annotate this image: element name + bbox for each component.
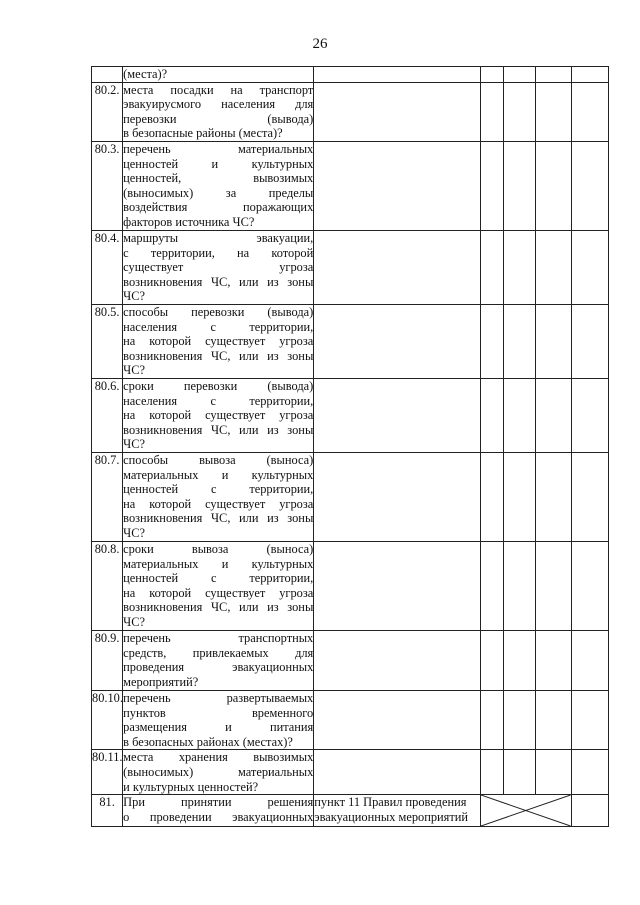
question-line: ЧС? <box>123 614 145 629</box>
answer-cell <box>504 750 535 795</box>
answer-cell <box>504 67 535 83</box>
crossed-out-cell <box>481 795 572 827</box>
answer-cell <box>571 82 608 141</box>
question-line: (выносимых) за пределы <box>123 185 314 200</box>
row-question <box>123 141 314 230</box>
row-reference <box>314 690 481 749</box>
question-line: возникновения ЧС, или из зоны <box>123 600 314 615</box>
question-line: ценностей, вывозимых <box>123 171 314 186</box>
answer-cell <box>535 630 571 690</box>
table-row <box>92 452 609 541</box>
question-line: сроки вывоза (выноса) <box>123 541 314 556</box>
answer-cell <box>535 452 571 541</box>
spacer-cell <box>481 690 504 749</box>
answer-cell <box>504 452 535 541</box>
answer-cell <box>535 541 571 630</box>
row-reference <box>314 230 481 304</box>
table-row <box>92 230 609 304</box>
answer-cell <box>571 378 608 452</box>
row-question <box>123 452 314 541</box>
question-line: места посадки на транспорт <box>123 82 314 97</box>
table-row <box>92 690 609 749</box>
question-line: возникновения ЧС, или из зоны <box>123 511 314 526</box>
question-line: пунктов временного <box>123 705 314 720</box>
row-question <box>123 230 314 304</box>
row-number: 80.2. <box>92 82 123 141</box>
question-line: с территории, на которой <box>123 245 314 260</box>
question-line: перечень транспортных <box>123 630 314 645</box>
question-line: на которой существует угроза <box>123 496 314 511</box>
row-reference <box>314 452 481 541</box>
answer-cell <box>535 690 571 749</box>
answer-cell <box>571 230 608 304</box>
row-question <box>123 67 314 83</box>
answer-cell <box>535 67 571 83</box>
spacer-cell <box>481 141 504 230</box>
row-question <box>123 541 314 630</box>
answer-cell <box>571 750 608 795</box>
question-line: перечень развертываемых <box>123 690 314 705</box>
row-number: 80.10. <box>92 690 123 749</box>
row-number: 80.7. <box>92 452 123 541</box>
row-question <box>123 795 314 827</box>
spacer-cell <box>481 378 504 452</box>
question-line: о проведении эвакуационных <box>123 809 314 824</box>
question-line: проведения эвакуационных <box>123 660 314 675</box>
question-line: мероприятий? <box>123 674 199 689</box>
table-row <box>92 795 609 827</box>
question-line: населения с территории, <box>123 393 314 408</box>
question-line: способы перевозки (вывода) <box>123 304 314 319</box>
cross-out-mark <box>481 795 571 826</box>
spacer-cell <box>481 67 504 83</box>
table-row <box>92 67 609 83</box>
answer-cell <box>504 304 535 378</box>
row-number: 80.9. <box>92 630 123 690</box>
checklist-table <box>91 66 609 827</box>
spacer-cell <box>481 304 504 378</box>
answer-cell <box>571 452 608 541</box>
question-line: размещения и питания <box>123 720 314 735</box>
spacer-cell <box>481 541 504 630</box>
row-question <box>123 82 314 141</box>
row-question <box>123 630 314 690</box>
row-reference <box>314 82 481 141</box>
answer-cell <box>535 750 571 795</box>
question-line: места хранения вывозимых <box>123 750 314 765</box>
question-line: ЧС? <box>123 437 145 452</box>
question-line: (выносимых) материальных <box>123 764 314 779</box>
page-number: 26 <box>312 36 328 52</box>
row-reference <box>314 378 481 452</box>
question-line: материальных и культурных <box>123 556 314 571</box>
spacer-cell <box>481 452 504 541</box>
row-reference <box>314 630 481 690</box>
reference-line: пункт 11 Правил проведения <box>314 795 467 810</box>
question-line: существует угроза <box>123 260 314 275</box>
question-line: материальных и культурных <box>123 467 314 482</box>
table-row <box>92 304 609 378</box>
row-question <box>123 378 314 452</box>
spacer-cell <box>481 750 504 795</box>
answer-cell <box>504 630 535 690</box>
answer-cell <box>571 541 608 630</box>
question-line: сроки перевозки (вывода) <box>123 378 314 393</box>
question-line: средств, привлекаемых для <box>123 645 314 660</box>
row-reference <box>314 795 481 827</box>
question-line: перевозки (вывода) <box>123 111 314 126</box>
answer-cell <box>504 82 535 141</box>
question-line: (места)? <box>123 67 168 81</box>
answer-cell <box>571 630 608 690</box>
row-reference <box>314 304 481 378</box>
table-row <box>92 141 609 230</box>
table-row <box>92 541 609 630</box>
question-line: ценностей с территории, <box>123 571 314 586</box>
answer-cell <box>571 795 608 827</box>
question-line: на которой существует угроза <box>123 334 314 349</box>
answer-cell <box>571 690 608 749</box>
row-reference <box>314 141 481 230</box>
question-line: на которой существует угроза <box>123 585 314 600</box>
answer-cell <box>571 141 608 230</box>
question-line: факторов источника ЧС? <box>123 214 255 229</box>
answer-cell <box>535 304 571 378</box>
table-row <box>92 378 609 452</box>
spacer-cell <box>481 82 504 141</box>
question-line: маршруты эвакуации, <box>123 230 314 245</box>
question-line: в безопасные районы (места)? <box>123 126 283 141</box>
row-number: 80.11. <box>92 750 123 795</box>
row-number: 80.8. <box>92 541 123 630</box>
question-line: ценностей с территории, <box>123 482 314 497</box>
answer-cell <box>535 141 571 230</box>
table-row <box>92 82 609 141</box>
question-line: ЧС? <box>123 525 145 540</box>
table-row <box>92 630 609 690</box>
question-line: населения с территории, <box>123 319 314 334</box>
question-line: перечень материальных <box>123 141 314 156</box>
answer-cell <box>571 67 608 83</box>
answer-cell <box>535 378 571 452</box>
question-line: возникновения ЧС, или из зоны <box>123 348 314 363</box>
question-line: возникновения ЧС, или из зоны <box>123 274 314 289</box>
row-number: 81. <box>92 795 123 827</box>
answer-cell <box>504 378 535 452</box>
question-line: и культурных ценностей? <box>123 779 259 794</box>
question-line: на которой существует угроза <box>123 408 314 423</box>
answer-cell <box>535 82 571 141</box>
question-line: в безопасных районах (местах)? <box>123 734 293 749</box>
answer-cell <box>504 230 535 304</box>
question-line: способы вывоза (выноса) <box>123 452 314 467</box>
answer-cell <box>504 541 535 630</box>
answer-cell <box>535 230 571 304</box>
row-reference <box>314 750 481 795</box>
row-number: 80.6. <box>92 378 123 452</box>
answer-cell <box>571 304 608 378</box>
row-question <box>123 750 314 795</box>
question-line: эвакуирусмого населения для <box>123 97 314 112</box>
row-reference <box>314 541 481 630</box>
question-line: При принятии решения <box>123 795 314 810</box>
spacer-cell <box>481 630 504 690</box>
answer-cell <box>504 690 535 749</box>
question-line: ЧС? <box>123 363 145 378</box>
row-question <box>123 690 314 749</box>
reference-line: эвакуационных мероприятий <box>314 809 469 824</box>
question-line: ЧС? <box>123 289 145 304</box>
row-number: 80.3. <box>92 141 123 230</box>
row-question <box>123 304 314 378</box>
row-reference <box>314 67 481 83</box>
row-number: 80.4. <box>92 230 123 304</box>
row-number: 80.5. <box>92 304 123 378</box>
table-row <box>92 750 609 795</box>
answer-cell <box>504 141 535 230</box>
row-number <box>92 67 123 83</box>
question-line: воздействия поражающих <box>123 200 314 215</box>
question-line: ценностей и культурных <box>123 156 314 171</box>
question-line: возникновения ЧС, или из зоны <box>123 422 314 437</box>
spacer-cell <box>481 230 504 304</box>
